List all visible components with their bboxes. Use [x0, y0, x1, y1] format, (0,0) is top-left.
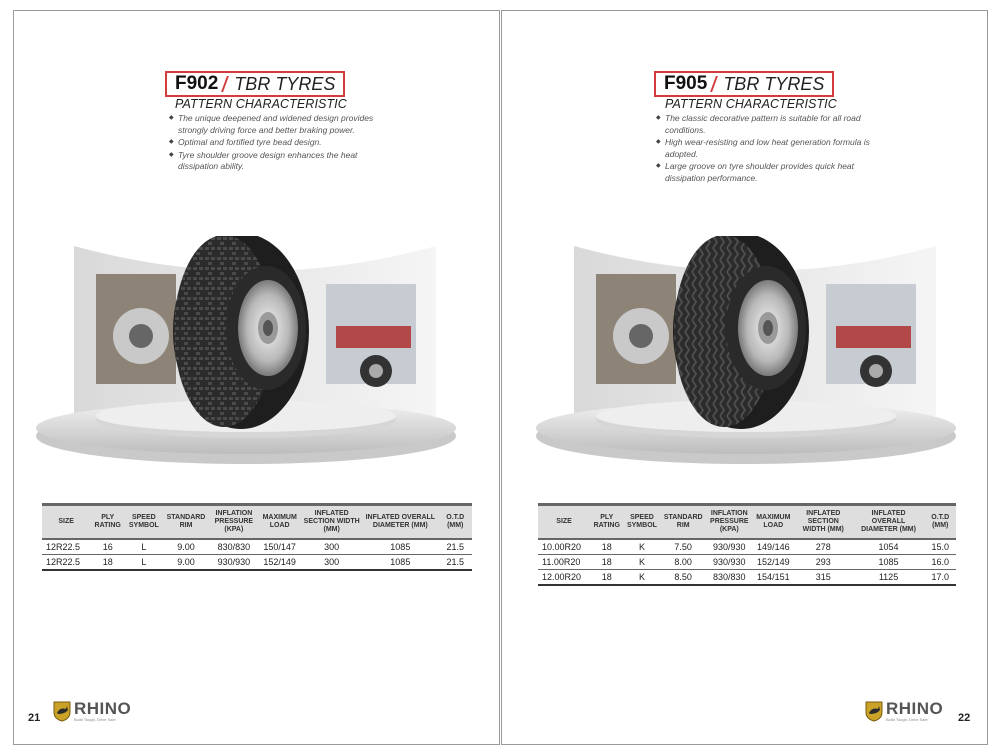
- feature-item: ◆ The classic decorative pattern is suitable for all road conditions.: [656, 113, 886, 136]
- tyre-showcase-image: [36, 236, 476, 476]
- table-cell: 18: [590, 555, 623, 570]
- column-header: INFLATED SECTION WIDTH (MM): [794, 505, 853, 540]
- model-code: F905: [664, 73, 708, 94]
- table-cell: 1085: [362, 555, 438, 571]
- column-header: INFLATED SECTION WIDTH (MM): [301, 505, 362, 540]
- table-cell: 278: [794, 539, 853, 555]
- table-cell: 1085: [362, 539, 438, 555]
- table-cell: L: [125, 539, 162, 555]
- brand-tagline: Build Tough, Drive Safe: [74, 716, 116, 722]
- table-cell: 9.00: [162, 539, 209, 555]
- table-cell: 154/151: [753, 570, 794, 586]
- catalog-page-left: [13, 10, 500, 745]
- table-cell: 830/830: [706, 570, 753, 586]
- table-row: [538, 570, 956, 586]
- page-number: 21: [28, 712, 41, 724]
- feature-list: [656, 113, 886, 185]
- spec-table: [538, 503, 956, 586]
- model-title-box: [165, 71, 345, 97]
- table-cell: 9.00: [162, 555, 209, 571]
- table-header-row: [42, 505, 472, 540]
- catalog-page-right: [501, 10, 988, 745]
- table-row: [538, 539, 956, 555]
- page-number: 22: [958, 712, 971, 724]
- model-title-box: [654, 71, 834, 97]
- pattern-heading: PATTERN CHARACTERISTIC: [665, 97, 837, 111]
- table-cell: 18: [90, 555, 125, 571]
- column-header: SPEED SYMBOL: [623, 505, 660, 540]
- table-cell: 152/149: [753, 555, 794, 570]
- table-row: [42, 539, 472, 555]
- table-cell: 8.00: [661, 555, 706, 570]
- brand-logo: [52, 700, 131, 722]
- table-cell: 17.0: [924, 570, 956, 586]
- column-header: MAXIMUM LOAD: [258, 505, 301, 540]
- column-header: SPEED SYMBOL: [125, 505, 162, 540]
- feature-item: ◆ High wear-resisting and low heat generation formula is adopted.: [656, 137, 886, 160]
- table-cell: 18: [590, 539, 623, 555]
- model-code: F902: [175, 73, 219, 94]
- column-header: STANDARD RIM: [661, 505, 706, 540]
- table-cell: 12R22.5: [42, 539, 90, 555]
- table-cell: 930/930: [706, 539, 753, 555]
- brand-tagline: Build Tough, Drive Safe: [886, 716, 928, 722]
- feature-item: ◆ Large groove on tyre shoulder provides quick heat dissipation performance.: [656, 161, 886, 184]
- table-cell: 315: [794, 570, 853, 586]
- table-cell: K: [623, 539, 660, 555]
- table-cell: 12R22.5: [42, 555, 90, 571]
- product-kind: TBR TYRES: [723, 73, 825, 94]
- column-header: SIZE: [42, 505, 90, 540]
- rhino-shield-icon: [864, 700, 884, 722]
- brand-logo: [864, 700, 943, 722]
- column-header: O.T.D (MM): [924, 505, 956, 540]
- column-header: PLY RATING: [90, 505, 125, 540]
- column-header: PLY RATING: [590, 505, 623, 540]
- table-cell: 152/149: [258, 555, 301, 571]
- column-header: MAXIMUM LOAD: [753, 505, 794, 540]
- table-cell: 1125: [853, 570, 925, 586]
- table-cell: 11.00R20: [538, 555, 590, 570]
- table-cell: 150/147: [258, 539, 301, 555]
- column-header: SIZE: [538, 505, 590, 540]
- table-cell: 930/930: [706, 555, 753, 570]
- table-cell: 149/146: [753, 539, 794, 555]
- table-header-row: [538, 505, 956, 540]
- tyre-showcase-image: [536, 236, 976, 476]
- table-cell: K: [623, 570, 660, 586]
- product-kind: TBR TYRES: [234, 73, 336, 94]
- table-cell: K: [623, 555, 660, 570]
- table-cell: 15.0: [924, 539, 956, 555]
- table-cell: 1054: [853, 539, 925, 555]
- column-header: INFLATED OVERALL DIAMETER (MM): [362, 505, 438, 540]
- feature-item: ◆ Optimal and fortified tyre bead design.: [169, 137, 399, 149]
- table-cell: 930/930: [210, 555, 259, 571]
- brand-name: RHINO: [74, 698, 132, 718]
- table-cell: 830/830: [210, 539, 259, 555]
- table-row: [42, 555, 472, 571]
- table-cell: L: [125, 555, 162, 571]
- table-cell: 7.50: [661, 539, 706, 555]
- rhino-shield-icon: [52, 700, 72, 722]
- column-header: INFLATED OVERALL DIAMETER (MM): [853, 505, 925, 540]
- column-header: INFLATION PRESSURE (KPA): [210, 505, 259, 540]
- table-cell: 1085: [853, 555, 925, 570]
- table-cell: 8.50: [661, 570, 706, 586]
- table-cell: 21.5: [438, 555, 472, 571]
- column-header: STANDARD RIM: [162, 505, 209, 540]
- table-cell: 300: [301, 555, 362, 571]
- table-cell: 300: [301, 539, 362, 555]
- feature-item: ◆ Tyre shoulder groove design enhances the heat dissipation ability.: [169, 150, 399, 173]
- column-header: O.T.D (MM): [438, 505, 472, 540]
- column-header: INFLATION PRESSURE (KPA): [706, 505, 753, 540]
- feature-item: ◆ The unique deepened and widened design provides strongly driving force and better braking power.: [169, 113, 399, 136]
- pattern-heading: PATTERN CHARACTERISTIC: [175, 97, 347, 111]
- table-cell: 21.5: [438, 539, 472, 555]
- table-cell: 293: [794, 555, 853, 570]
- spec-table: [42, 503, 472, 571]
- table-cell: 16.0: [924, 555, 956, 570]
- table-cell: 18: [590, 570, 623, 586]
- feature-list: [169, 113, 399, 174]
- brand-name: RHINO: [886, 698, 944, 718]
- table-cell: 12.00R20: [538, 570, 590, 586]
- table-cell: 10.00R20: [538, 539, 590, 555]
- table-row: [538, 555, 956, 570]
- table-cell: 16: [90, 539, 125, 555]
